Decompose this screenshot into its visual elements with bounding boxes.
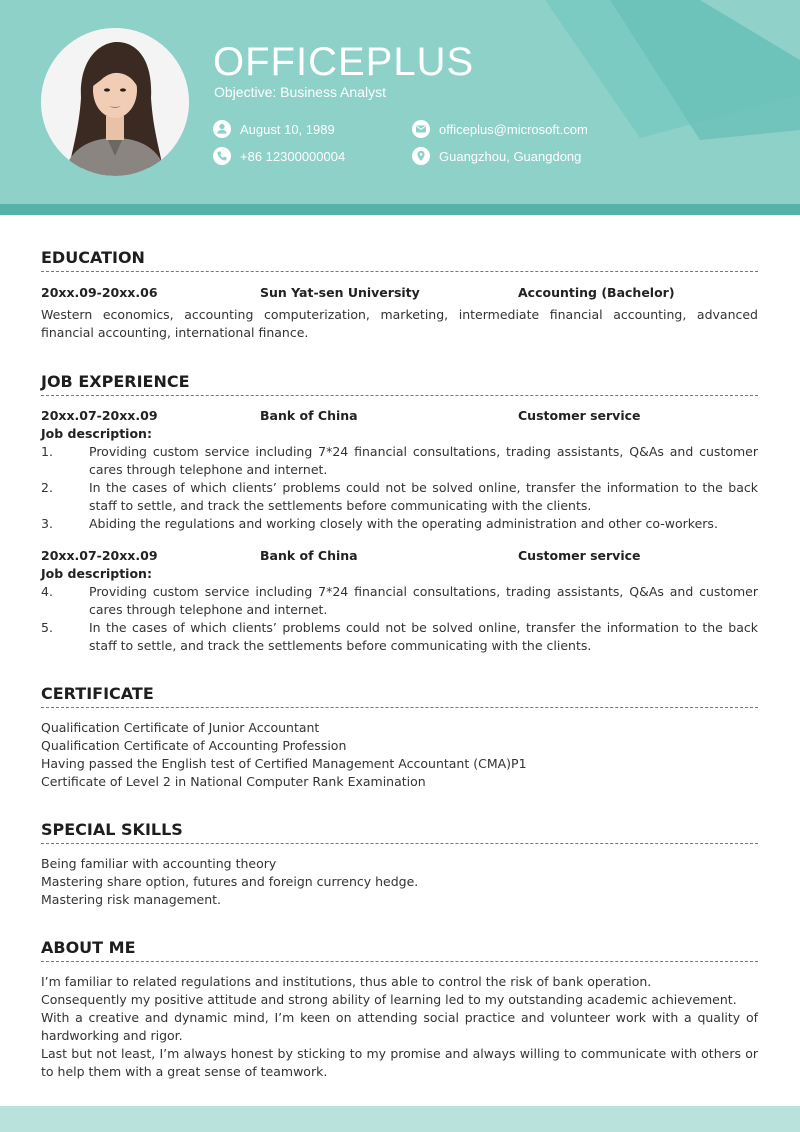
- job-1-role: Customer service: [518, 408, 641, 423]
- portrait-image: [41, 28, 189, 176]
- education-title: EDUCATION: [41, 248, 145, 267]
- job-2-desc-label: Job description:: [41, 566, 152, 581]
- about-paragraph: With a creative and dynamic mind, I’m keen on attending social practice and volunteer work with a quality of hardworking and rigor.: [41, 1010, 758, 1043]
- certificate-item: Certificate of Level 2 in National Computer Rank Examination: [41, 774, 426, 789]
- profile-photo: [41, 28, 189, 176]
- job-2-period: 20xx.07-20xx.09: [41, 548, 158, 563]
- location-text: Guangzhou, Guangdong: [439, 148, 582, 164]
- certificate-title: CERTIFICATE: [41, 684, 154, 703]
- job-1-item-1-text: Providing custom service including 7*24 financial consultations, trading assistants, Q&As and customer cares through telephone and internet.: [89, 444, 758, 477]
- job-2-item-1-text: Providing custom service including 7*24 financial consultations, trading assistants, Q&As and customer cares through telephone and internet.: [89, 584, 758, 617]
- contact-email: [412, 120, 588, 138]
- contact-phone: [213, 147, 345, 165]
- skill-item: Mastering risk management.: [41, 892, 222, 907]
- mail-icon: [412, 120, 430, 138]
- job-1-period: 20xx.07-20xx.09: [41, 408, 158, 423]
- contact-location: [412, 147, 581, 165]
- education-divider: [41, 271, 758, 272]
- job-2-item-2-text: In the cases of which clients’ problems could not be solved online, transfer the information to the back staff to settle, and track the settlements before communicating with the clients.: [89, 620, 758, 653]
- job-experience-title: JOB EXPERIENCE: [41, 372, 190, 391]
- person-icon: [213, 120, 231, 138]
- certificate-item: Qualification Certificate of Accounting Profession: [41, 738, 347, 753]
- resume-header: [0, 0, 800, 204]
- email-text: officeplus@microsoft.com: [439, 121, 588, 137]
- skill-item: Mastering share option, futures and foreign currency hedge.: [41, 874, 419, 889]
- job-2-item-1-number: 4.: [41, 584, 53, 599]
- job-1-desc-label: Job description:: [41, 426, 152, 441]
- objective-text: Objective: Business Analyst: [214, 84, 386, 100]
- job-2-company: Bank of China: [260, 548, 358, 563]
- header-band: [0, 204, 800, 215]
- about-title: ABOUT ME: [41, 938, 136, 957]
- about-paragraph: Last but not least, I’m always honest by sticking to my promise and always willing to communicate with others or to help them with a great sense of teamwork.: [41, 1046, 758, 1079]
- job-1-item-2-number: 2.: [41, 480, 53, 495]
- birthday-text: August 10, 1989: [240, 121, 335, 137]
- education-school: Sun Yat-sen University: [260, 285, 420, 300]
- phone-text: +86 12300000004: [240, 148, 346, 164]
- skills-divider: [41, 843, 758, 844]
- certificate-item: Qualification Certificate of Junior Accountant: [41, 720, 320, 735]
- job-1-company: Bank of China: [260, 408, 358, 423]
- certificate-divider: [41, 707, 758, 708]
- job-2-item-2-number: 5.: [41, 620, 53, 635]
- skill-item: Being familiar with accounting theory: [41, 856, 277, 871]
- about-paragraph: Consequently my positive attitude and strong ability of learning led to my outstanding academic achievement.: [41, 992, 737, 1007]
- job-1-item-3-text: Abiding the regulations and working closely with the operating administration and other co-workers.: [89, 516, 718, 531]
- about-divider: [41, 961, 758, 962]
- education-major: Accounting (Bachelor): [518, 285, 675, 300]
- about-paragraph: I’m familiar to related regulations and institutions, thus able to control the risk of bank operation.: [41, 974, 652, 989]
- job-2-role: Customer service: [518, 548, 641, 563]
- job-1-item-3-number: 3.: [41, 516, 53, 531]
- skills-title: SPECIAL SKILLS: [41, 820, 183, 839]
- education-description: Western economics, accounting computerization, marketing, intermediate financial accounting, advanced financial accounting, international finance.: [41, 307, 758, 340]
- footer-band: [0, 1106, 800, 1132]
- job-1-item-2-text: In the cases of which clients’ problems could not be solved online, transfer the information to the back staff to settle, and track the settlements before communicating with the clients.: [89, 480, 758, 513]
- certificate-item: Having passed the English test of Certified Management Accountant (CMA)P1: [41, 756, 527, 771]
- location-pin-icon: [412, 147, 430, 165]
- job-experience-divider: [41, 395, 758, 396]
- education-period: 20xx.09-20xx.06: [41, 285, 158, 300]
- phone-icon: [213, 147, 231, 165]
- applicant-name: OFFICEPLUS: [213, 40, 475, 84]
- contact-birthday: [213, 120, 335, 138]
- job-1-item-1-number: 1.: [41, 444, 53, 459]
